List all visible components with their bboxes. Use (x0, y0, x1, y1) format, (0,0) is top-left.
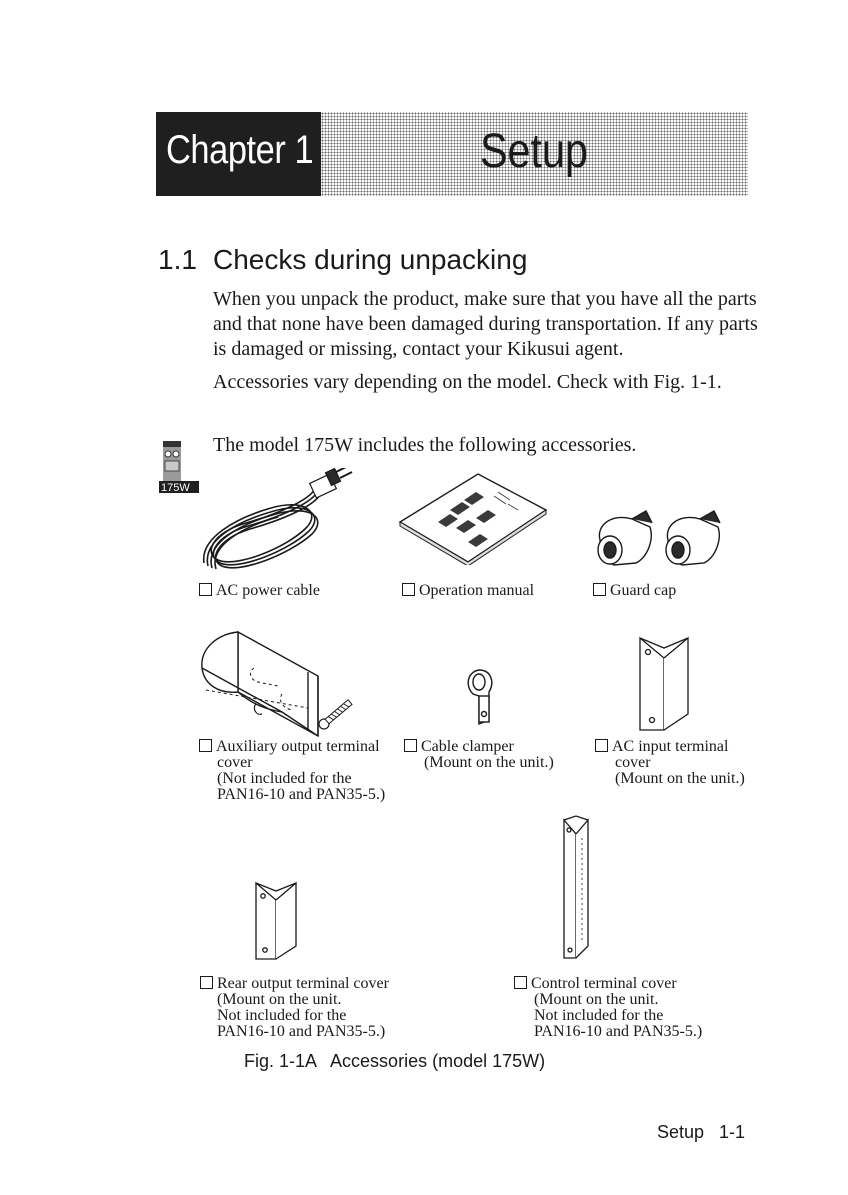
accessory-cable-clamper: Cable clamper (Mount on the unit.) (404, 739, 554, 771)
operation-manual-illustration (398, 470, 548, 565)
paragraph-unpacking: When you unpack the product, make sure that you have all the parts and that none have been damaged during transportation. If any parts is damaged or missing, contact your Kikusui agent. (213, 288, 758, 360)
figure-caption: Fig. 1-1A Accessories (model 175W) (244, 1051, 546, 1071)
checkbox-icon (404, 739, 417, 752)
ac-input-terminal-cover-illustration (636, 634, 692, 734)
guard-cap-illustration (592, 505, 732, 575)
accessory-label-guard-cap: Guard cap (593, 583, 676, 599)
auxiliary-output-terminal-cover-illustration (198, 628, 368, 740)
checkbox-icon (402, 583, 415, 596)
model-175w-icon (159, 437, 199, 493)
accessory-rear-output-cover: Rear output terminal cover (Mount on the unit. Not included for the PAN16-10 and PAN35-5.) (200, 976, 389, 1040)
ac-power-cable-illustration (196, 468, 361, 583)
cable-clamper-illustration (465, 668, 497, 726)
chapter-label: Chapter 1 (166, 128, 314, 172)
accessory-control-terminal-cover: Control terminal cover (Mount on the unit. Not included for the PAN16-10 and PAN35-5.) (514, 976, 702, 1040)
chapter-banner (156, 112, 748, 196)
section-number: 1.1 (158, 244, 197, 275)
section-title: Checks during unpacking (213, 244, 528, 275)
paragraph-accessories-vary: Accessories vary depending on the model. Check with Fig. 1-1. (213, 371, 722, 393)
chapter-label-box (156, 112, 321, 196)
checkbox-icon (593, 583, 606, 596)
control-terminal-cover-illustration (560, 814, 592, 962)
accessory-label-operation-manual: Operation manual (402, 583, 534, 599)
accessory-label-ac-power-cable: AC power cable (199, 583, 320, 599)
checkbox-icon (200, 976, 213, 989)
rear-output-terminal-cover-illustration (253, 880, 299, 962)
chapter-title: Setup (480, 125, 588, 178)
checkbox-icon (595, 739, 608, 752)
model-badge-text: 175W (161, 482, 190, 493)
page-footer: Setup 1-1 (657, 1122, 746, 1142)
intro-text: The model 175W includes the following accessories. (213, 434, 637, 456)
checkbox-icon (199, 739, 212, 752)
accessory-aux-output-cover: Auxiliary output terminal cover (Not included for the PAN16-10 and PAN35-5.) (199, 739, 385, 803)
accessory-ac-input-cover: AC input terminal cover (Mount on the unit.) (595, 739, 745, 787)
checkbox-icon (199, 583, 212, 596)
checkbox-icon (514, 976, 527, 989)
